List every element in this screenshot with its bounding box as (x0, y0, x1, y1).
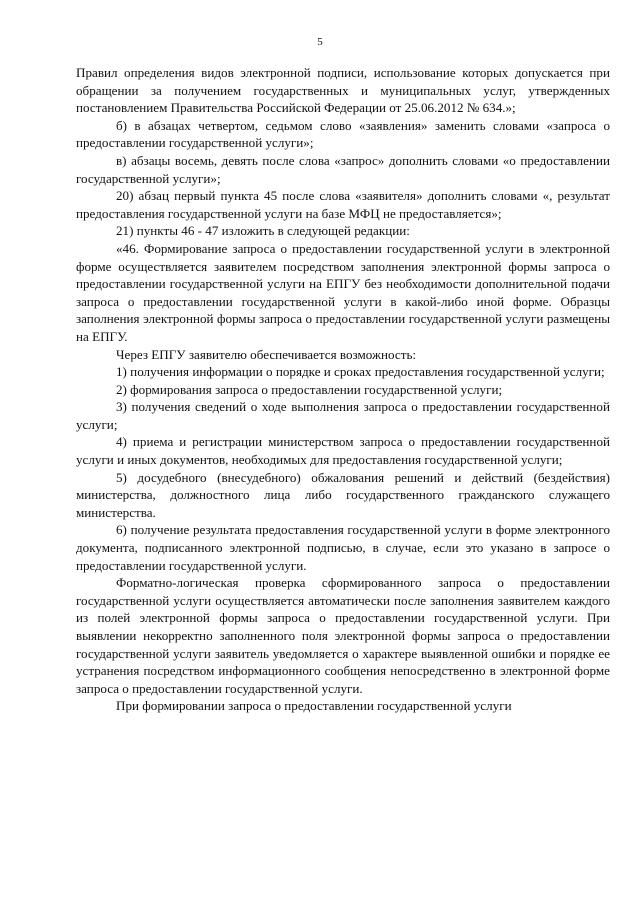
paragraph-8: 1) получения информации о порядке и сроках предоставления государственной услуги; (116, 364, 605, 380)
paragraph-4: 20) абзац первый пункта 45 после слова «заявителя» дополнить словами «, результат предоставления государственной услуги на базе МФЦ не предоставляется»; (76, 188, 610, 221)
paragraph-9: 2) формирования запроса о предоставлении государственной услуги; (116, 381, 503, 397)
paragraph-14: Форматно-логическая проверка сформированного запроса о предоставлении государственной услуги осуществляется автоматически после заполнения заявителем каждого из полей электронной формы запроса о предоставлении государственной услуги. При выявлении некорректно заполненного поля электронной формы запроса о предоставлении государственной услуги заявитель уведомляется о характере выявленной ошибки и порядке ее устранения посредством информационного сообщения непосредственно в электронной форме запроса о предоставлении государственной услуги. (76, 575, 610, 696)
paragraph-5: 21) пункты 46 - 47 изложить в следующей редакции: (116, 223, 410, 239)
paragraph-7: Через ЕПГУ заявителю обеспечивается возможность: (116, 346, 417, 362)
paragraph-12: 5) досудебного (внесудебного) обжалования решений и действий (бездействия) министерства, должностного лица либо государственного гражданского служащего министерства. (76, 469, 610, 520)
paragraph-2: б) в абзацах четвертом, седьмом слово «заявления» заменить словами «запроса о предоставлении государственной услуги»; (76, 117, 610, 151)
paragraph-13: 6) получение результата предоставления государственной услуги в форме электронного документа, подписанного электронной подписью, в случае, если это указано в запросе о предоставлении государственной услуги. (76, 522, 610, 573)
paragraph-15: При формировании запроса о предоставлении государственной услуги (116, 698, 512, 714)
paragraph-3: в) абзацы восемь, девять после слова «запрос» дополнить словами «о предоставлении государственной услуги»; (76, 152, 610, 186)
document-body (76, 64, 610, 715)
paragraph-6: «46. Формирование запроса о предоставлении государственной услуги в электронной форме осуществляется заявителем посредством заполнения электронной формы запроса о предоставлении государственной услуги на ЕПГУ без необходимости дополнительной подачи запроса о предоставлении государственной услуги в какой-либо иной форме. Образцы заполнения электронной формы запроса о предоставлении государственной услуги размещены на ЕПГУ. (76, 240, 610, 344)
paragraph-11: 4) приема и регистрации министерством запроса о предоставлении государственной услуги и иных документов, необходимых для предоставления государственной услуги; (76, 434, 610, 468)
page-number: 5 (317, 36, 323, 48)
paragraph-10: 3) получения сведений о ходе выполнения запроса о предоставлении государственной услуги; (76, 399, 610, 432)
paragraph-1: Правил определения видов электронной подписи, использование которых допускается при обращении за получением государственных и муниципальных услуг, утвержденных постановлением Правительства Российской Федерации от 25.06.2012 № 634.»; (76, 65, 610, 116)
